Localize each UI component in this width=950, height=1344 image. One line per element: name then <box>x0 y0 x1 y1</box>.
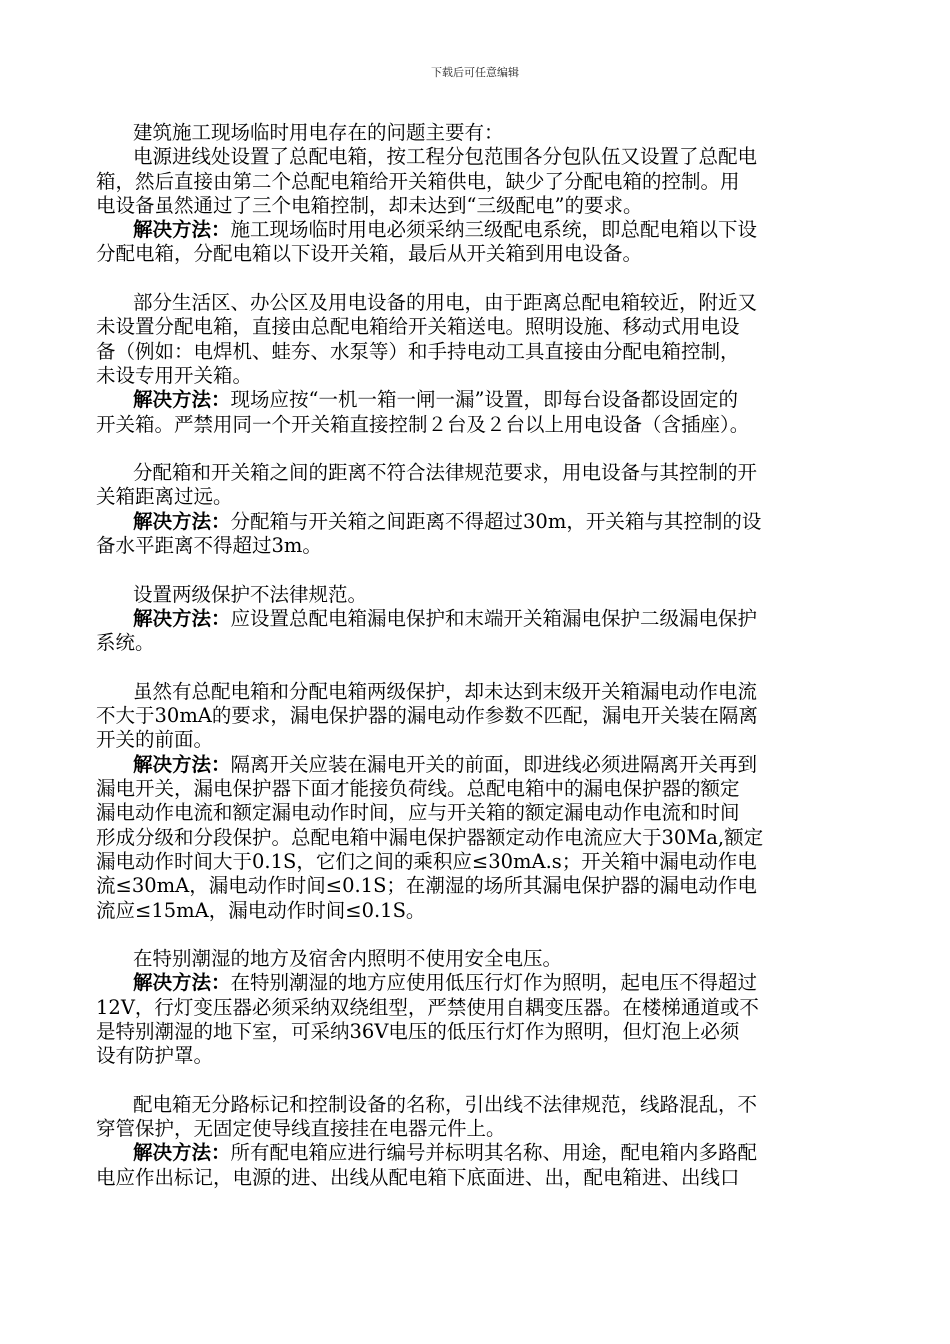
solution-line <box>96 971 856 995</box>
text-line: 穿管保护，无固定使导线直接挂在电器元件上。 <box>96 1117 506 1141</box>
text-line: 设有防护罩。 <box>96 1044 214 1068</box>
paragraph-gap <box>96 437 856 461</box>
solution-label: 解决方法： <box>133 388 231 412</box>
text-line: 未设置分配电箱，直接由总配电箱给开关箱送电。照明设施、移动式用电设 <box>96 315 740 339</box>
solution-text: 分配箱与开关箱之间距离不得超过30m，开关箱与其控制的设 <box>230 509 762 533</box>
text-line: 分配电箱，分配电箱以下设开关箱，最后从开关箱到用电设备。 <box>96 242 643 266</box>
text-line: 电设备虽然通过了三个电箱控制，却未达到“三级配电”的要求。 <box>96 193 643 217</box>
text-line: 漏电动作时间大于0.1S，它们之间的乘积应≤30mA.s；开关箱中漏电动作电 <box>96 849 757 873</box>
text-line: 形成分级和分段保护。总配电箱中漏电保护器额定动作电流应大于30Ma,额定 <box>96 825 764 849</box>
text-line: 电应作出标记，电源的进、出线从配电箱下底面进、出，配电箱进、出线口 <box>96 1165 740 1189</box>
text-line: 备（例如：电焊机、蛙夯、水泵等）和手持电动工具直接由分配电箱控制， <box>96 339 740 363</box>
solution-line <box>96 388 856 412</box>
text-line: 部分生活区、办公区及用电设备的用电，由于距离总配电箱较近，附近又 <box>133 291 758 315</box>
solution-text: 隔离开关应装在漏电开关的前面，即进线必须进隔离开关再到 <box>230 752 758 776</box>
solution-line <box>96 510 856 534</box>
paragraph-gap <box>96 558 856 582</box>
text-line: 开关箱。严禁用同一个开关箱直接控制２台及２台以上用电设备（含插座）。 <box>96 412 750 436</box>
paragraph-gap <box>96 923 856 947</box>
text-line: 是特别潮湿的地下室，可采纳36V电压的低压行灯作为照明，但灯泡上必须 <box>96 1019 740 1043</box>
solution-text: 所有配电箱应进行编号并标明其名称、用途，配电箱内多路配 <box>230 1141 758 1165</box>
text-line: 建筑施工现场临时用电存在的问题主要有： <box>133 121 504 144</box>
solution-label: 解决方法： <box>133 971 231 995</box>
page-header: 下载后可任意编辑 <box>431 66 519 79</box>
text-line: 漏电动作电流和额定漏电动作时间，应与开关箱的额定漏电动作电流和时间 <box>96 801 740 825</box>
text-line: 配电箱无分路标记和控制设备的名称，引出线不法律规范，线路混乱，不 <box>133 1092 758 1116</box>
text-line: 不大于30mA的要求，漏电保护器的漏电动作参数不匹配，漏电开关装在隔离 <box>96 704 758 728</box>
document-body <box>96 121 856 1190</box>
solution-text: 施工现场临时用电必须采纳三级配电系统，即总配电箱以下设 <box>230 218 758 242</box>
solution-label: 解决方法： <box>133 752 231 776</box>
solution-text: 应设置总配电箱漏电保护和末端开关箱漏电保护二级漏电保护 <box>230 606 758 630</box>
solution-line <box>96 218 856 242</box>
text-line: 系统。 <box>96 631 155 655</box>
paragraph-gap <box>96 267 856 291</box>
solution-text: 在特别潮湿的地方应使用低压行灯作为照明，起电压不得超过 <box>230 971 758 995</box>
text-line: 流≤30mA，漏电动作时间≤0.1S；在潮湿的场所其漏电保护器的漏电动作电 <box>96 874 757 898</box>
text-line: 电源进线处设置了总配电箱，按工程分包范围各分包队伍又设置了总配电 <box>133 145 758 169</box>
text-line: 漏电开关，漏电保护器下面才能接负荷线。总配电箱中的漏电保护器的额定 <box>96 777 740 801</box>
solution-line <box>96 607 856 631</box>
paragraph-gap <box>96 1069 856 1093</box>
solution-label: 解决方法： <box>133 1141 231 1165</box>
solution-label: 解决方法： <box>133 509 231 533</box>
text-line: 分配箱和开关箱之间的距离不符合法律规范要求，用电设备与其控制的开 <box>133 461 758 485</box>
text-line: 备水平距离不得超过3m。 <box>96 534 322 558</box>
solution-label: 解决方法： <box>133 606 231 630</box>
solution-line <box>96 753 856 777</box>
text-line: 12V，行灯变压器必须采纳双绕组型，严禁使用自耦变压器。在楼梯通道或不 <box>96 995 759 1019</box>
text-line: 在特别潮湿的地方及宿舍内照明不使用安全电压。 <box>133 947 563 971</box>
text-line: 设置两级保护不法律规范。 <box>133 582 368 606</box>
solution-label: 解决方法： <box>133 218 231 242</box>
text-line: 虽然有总配电箱和分配电箱两级保护，却未达到末级开关箱漏电动作电流 <box>133 679 758 703</box>
text-line: 流应≤15mA，漏电动作时间≤0.1S。 <box>96 898 426 922</box>
text-line: 开关的前面。 <box>96 728 214 752</box>
paragraph-gap <box>96 656 856 680</box>
text-line: 未设专用开关箱。 <box>96 363 253 387</box>
text-line: 关箱距离过远。 <box>96 485 233 509</box>
solution-text: 现场应按“一机一箱一闸一漏”设置，即每台设备都设固定的 <box>230 388 738 412</box>
text-line: 箱，然后直接由第二个总配电箱给开关箱供电，缺少了分配电箱的控制。用 <box>96 169 740 193</box>
solution-line <box>96 1141 856 1165</box>
